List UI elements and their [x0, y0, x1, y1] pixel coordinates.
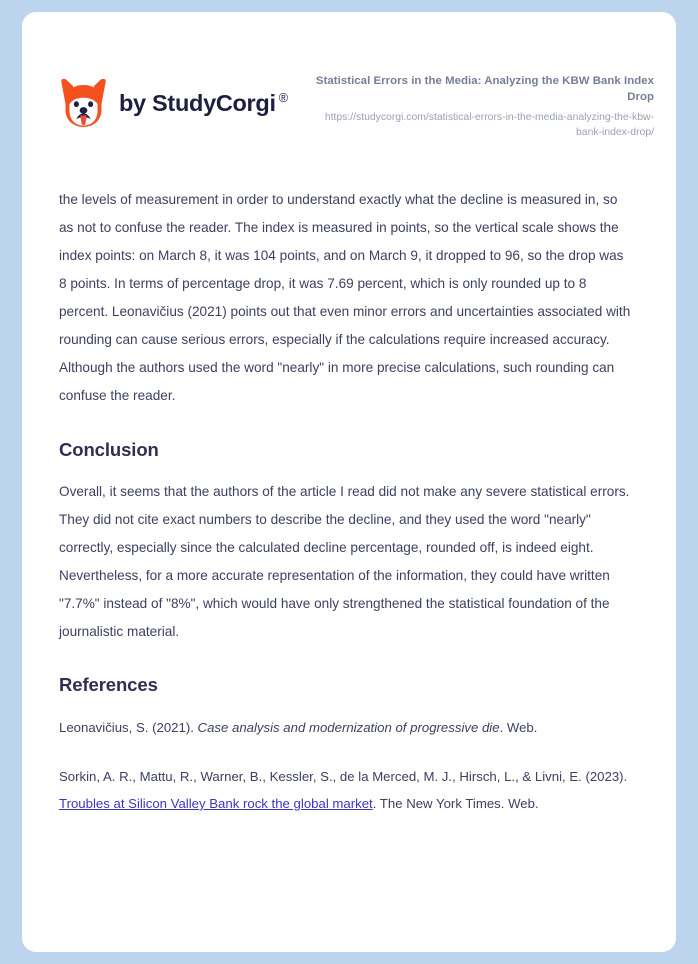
reference-authors: Sorkin, A. R., Mattu, R., Warner, B., Kessler, S., de la Merced, M. J., Hirsch, L., & Livni, E. (2023). [59, 768, 628, 784]
conclusion-heading: Conclusion [59, 438, 159, 460]
document-sheet [22, 12, 676, 952]
document-body [22, 186, 676, 818]
references-list [59, 714, 633, 818]
reference-suffix: . The New York Times. Web. [372, 795, 539, 811]
reference-entry [59, 763, 633, 817]
brand-wordmark-text: by StudyCorgi [119, 89, 276, 116]
document-header [22, 12, 676, 141]
reference-authors: Leonavičius, S. (2021). [59, 719, 198, 735]
conclusion-paragraph: Overall, it seems that the authors of the article I read did not make any severe statistical errors. They did not cite exact numbers to describe the decline, and they used the word "nearly" correctly, especially since the calculated decline percentage, rounded off, is indeed eight. Nevertheless, for a more accurate representation of the information, they could have written "7.7%" instead of "8%", which would have only strengthened the statistical foundation of the journalistic material. [59, 483, 630, 640]
intro-paragraph: the levels of measurement in order to understand exactly what the decline is measured in, so as not to confuse the reader. The index is measured in points, so the vertical scale shows the index points: on March 8, it was 104 points, and on March 9, it dropped to 96, so the drop was 8 points. In terms of percentage drop, it was 7.69 percent, which is only rounded up to 8 percent. Leonavičius (2021) points out that even minor errors and uncertainties associated with rounding can cause serious errors, especially if the calculations require increased accuracy. Although the authors used the word "nearly" in more precise calculations, such rounding can confuse the reader. [59, 191, 631, 404]
page-title: Statistical Errors in the Media: Analyzing the KBW Bank Index Drop [315, 75, 654, 104]
source-url[interactable]: https://studycorgi.com/statistical-errors-in-the-media-analyzing-the-kbw-bank-index-drop/ [324, 112, 654, 139]
reference-suffix: . Web. [499, 719, 538, 735]
reference-title-italic: Case analysis and modernization of progressive die [197, 719, 500, 735]
brand-logo-group [59, 70, 288, 130]
corgi-logo-icon [59, 76, 108, 130]
references-heading: References [59, 674, 158, 696]
brand-wordmark [119, 90, 288, 117]
header-meta [314, 70, 654, 141]
reference-entry [59, 714, 633, 741]
registered-trademark-icon: ® [278, 90, 288, 105]
reference-link[interactable]: Troubles at Silicon Valley Bank rock the global market [59, 795, 373, 811]
